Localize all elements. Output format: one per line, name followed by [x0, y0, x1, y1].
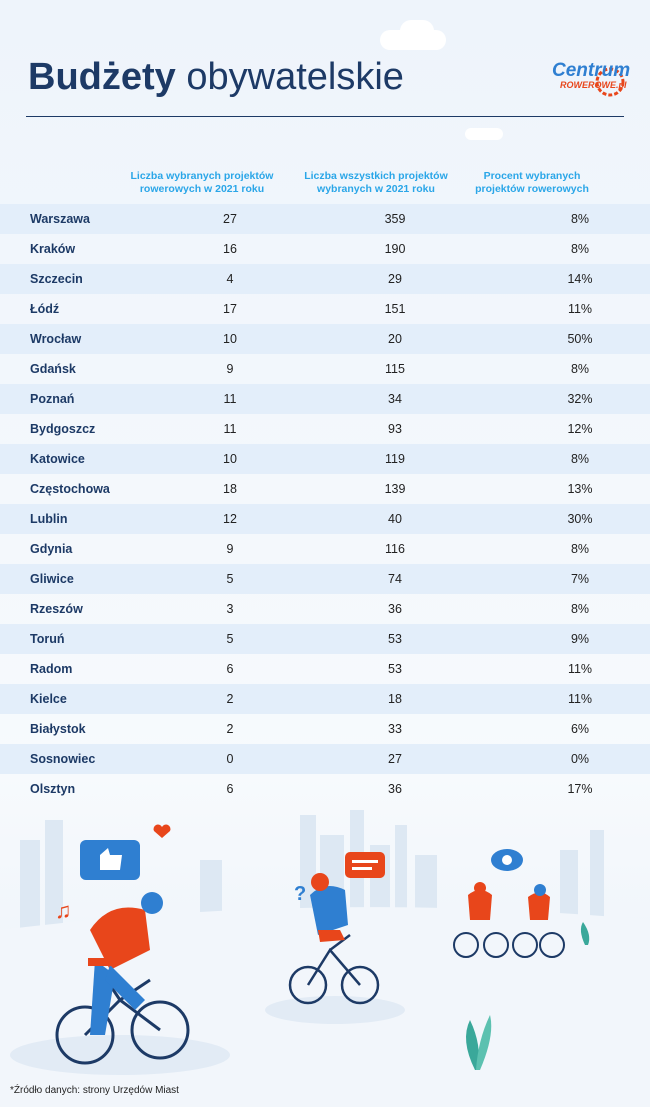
- city-cell: Gliwice: [0, 564, 180, 594]
- all-projects-cell: 33: [388, 722, 402, 736]
- title-divider: [26, 116, 624, 117]
- bike-projects-cell: 17: [223, 302, 237, 316]
- percent-cell: 50%: [510, 324, 650, 354]
- table-row: [0, 474, 650, 504]
- title-bold: Budżety: [28, 56, 176, 98]
- all-projects-cell: 34: [280, 384, 510, 414]
- all-projects-cell: 36: [388, 602, 402, 616]
- percent-cell: 12%: [567, 422, 593, 436]
- percent-cell: 8%: [570, 362, 590, 376]
- table-row: [0, 534, 650, 564]
- speech-bubble-icon: [345, 852, 385, 878]
- all-projects-cell: 359: [280, 204, 510, 234]
- logo-bottom-text: ROWEROWE.pl: [560, 80, 627, 90]
- table-row: [0, 564, 650, 594]
- city-cell: Kraków: [30, 242, 76, 256]
- percent-cell: 8%: [570, 542, 590, 556]
- bike-projects-cell: 18: [223, 482, 237, 496]
- percent-cell: 6%: [570, 722, 590, 736]
- table-row: [0, 234, 650, 264]
- percent-cell: 8%: [570, 242, 590, 256]
- all-projects-cell: 116: [385, 542, 405, 556]
- cyclist-illustration: [0, 800, 650, 1107]
- all-projects-cell: 29: [280, 264, 510, 294]
- percent-cell: 32%: [510, 384, 650, 414]
- table-row: [0, 414, 650, 444]
- bike-projects-cell: 27: [180, 204, 280, 234]
- bike-projects-cell: 5: [180, 624, 280, 654]
- all-projects-cell: 18: [280, 684, 510, 714]
- cloud-decoration: [465, 128, 503, 140]
- city-cell: Lublin: [0, 504, 180, 534]
- logo: [552, 60, 631, 104]
- percent-cell: 11%: [567, 302, 593, 316]
- table-row: [0, 594, 650, 624]
- question-mark-icon: ?: [294, 883, 307, 905]
- city-cell: Warszawa: [0, 204, 180, 234]
- city-cell: Kielce: [0, 684, 180, 714]
- bike-projects-cell: 11: [180, 384, 280, 414]
- city-cell: Bydgoszcz: [30, 422, 96, 436]
- all-projects-cell: 20: [280, 324, 510, 354]
- all-projects-cell: 139: [384, 482, 406, 496]
- smiley-bubble-icon: [491, 849, 523, 871]
- bike-projects-cell: 11: [223, 422, 237, 436]
- bike-projects-cell: 4: [180, 264, 280, 294]
- percent-cell: 9%: [510, 624, 650, 654]
- table-row: [0, 714, 650, 744]
- city-cell: Łódź: [30, 302, 60, 316]
- bike-projects-cell: 6: [226, 782, 234, 796]
- table-row: [0, 324, 650, 354]
- city-cell: Sosnowiec: [0, 744, 180, 774]
- all-projects-cell: 40: [280, 504, 510, 534]
- column-header-bike-projects: Liczba wybranych projektów rowerowych w 2021 roku: [130, 170, 274, 195]
- city-cell: Szczecin: [0, 264, 180, 294]
- percent-cell: 13%: [567, 482, 593, 496]
- logo-top-text: Centrum: [552, 60, 631, 81]
- source-note: *Źródło danych: strony Urzędów Miast: [10, 1085, 179, 1096]
- percent-cell: 8%: [510, 204, 650, 234]
- thumbs-up-icon: [80, 840, 140, 880]
- city-cell: Radom: [30, 662, 73, 676]
- bike-projects-cell: 6: [226, 662, 234, 676]
- bike-projects-cell: 10: [180, 324, 280, 354]
- bike-projects-cell: 2: [226, 722, 234, 736]
- title-regular: obywatelskie: [186, 56, 404, 98]
- percent-cell: 14%: [510, 264, 650, 294]
- table-row: [0, 384, 650, 414]
- city-cell: Wrocław: [0, 324, 180, 354]
- bike-projects-cell: 16: [223, 242, 237, 256]
- data-table: [0, 204, 650, 804]
- bike-projects-cell: 5: [180, 564, 280, 594]
- all-projects-cell: 27: [280, 744, 510, 774]
- bike-projects-cell: 12: [180, 504, 280, 534]
- page-title: [28, 56, 404, 99]
- city-cell: Białystok: [30, 722, 86, 736]
- percent-cell: 8%: [570, 602, 590, 616]
- city-cell: Katowice: [0, 444, 180, 474]
- table-row: [0, 624, 650, 654]
- all-projects-cell: 74: [280, 564, 510, 594]
- city-cell: Rzeszów: [30, 602, 83, 616]
- percent-cell: 11%: [567, 662, 593, 676]
- all-projects-cell: 93: [388, 422, 402, 436]
- all-projects-cell: 190: [384, 242, 406, 256]
- bike-projects-cell: 2: [180, 684, 280, 714]
- table-row: [0, 294, 650, 324]
- city-cell: Olsztyn: [30, 782, 76, 796]
- bike-projects-cell: 9: [226, 362, 234, 376]
- percent-cell: 0%: [510, 744, 650, 774]
- percent-cell: 8%: [510, 444, 650, 474]
- table-row: [0, 204, 650, 234]
- city-cell: Gdynia: [30, 542, 73, 556]
- percent-cell: 30%: [510, 504, 650, 534]
- all-projects-cell: 151: [384, 302, 406, 316]
- bike-projects-cell: 0: [180, 744, 280, 774]
- all-projects-cell: 119: [280, 444, 510, 474]
- bike-projects-cell: 9: [226, 542, 234, 556]
- percent-cell: 7%: [510, 564, 650, 594]
- table-row: [0, 654, 650, 684]
- city-cell: Poznań: [0, 384, 180, 414]
- bike-projects-cell: 10: [180, 444, 280, 474]
- city-cell: Gdańsk: [30, 362, 76, 376]
- all-projects-cell: 53: [388, 662, 402, 676]
- city-cell: Toruń: [0, 624, 180, 654]
- table-row: [0, 504, 650, 534]
- music-note-icon: ♫: [55, 898, 72, 923]
- table-row: [0, 444, 650, 474]
- all-projects-cell: 115: [385, 362, 405, 376]
- table-row: [0, 354, 650, 384]
- percent-cell: 17%: [567, 782, 593, 796]
- all-projects-cell: 53: [280, 624, 510, 654]
- cloud-decoration: [400, 20, 434, 42]
- column-header-percent: Procent wybranych projektów rowerowych: [475, 170, 589, 195]
- percent-cell: 11%: [510, 684, 650, 714]
- bike-projects-cell: 3: [226, 602, 234, 616]
- heart-icon: [154, 825, 171, 838]
- table-row: [0, 684, 650, 714]
- column-header-all-projects: Liczba wszystkich projektów wybranych w 2021 roku: [304, 170, 448, 195]
- table-row: [0, 264, 650, 294]
- city-cell: Częstochowa: [30, 482, 110, 496]
- all-projects-cell: 36: [388, 782, 402, 796]
- table-row: [0, 744, 650, 774]
